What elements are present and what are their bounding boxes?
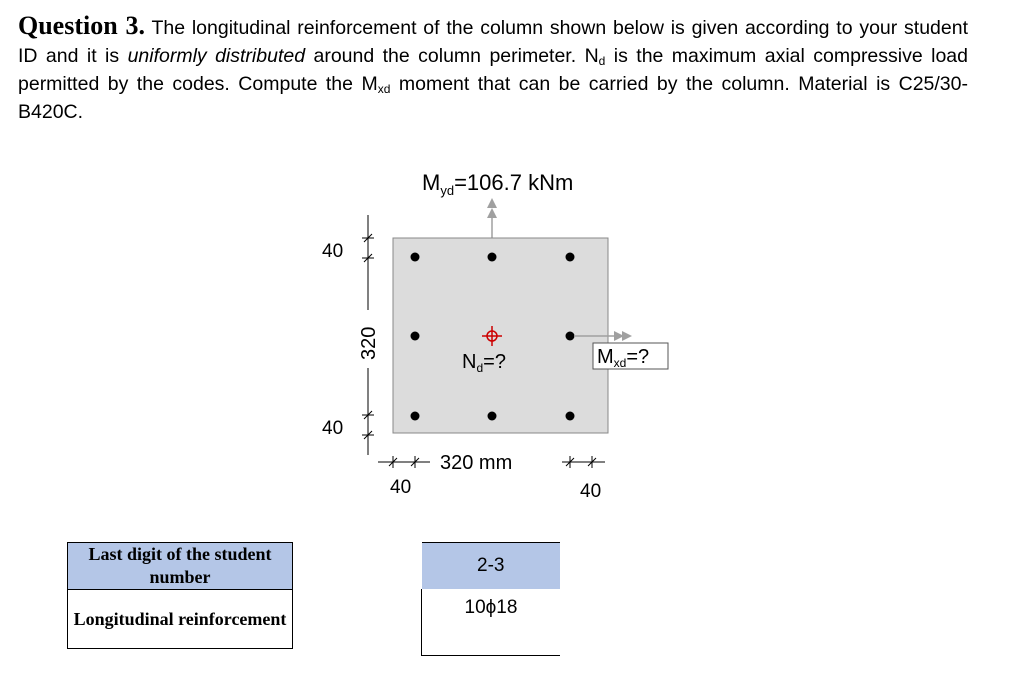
- rebar: [488, 253, 497, 262]
- question-text-part: The longitudinal reinforcement of the column shown below is given according to your student ID and it is: [18, 17, 969, 67]
- digit-cell: 2-3: [422, 543, 561, 590]
- question-text-part: is the maximum axial compressive load permitted by the codes. Compute the M: [18, 45, 968, 95]
- reinforcement-cell: 10ϕ18: [422, 589, 561, 656]
- rebar: [411, 412, 420, 421]
- subscript: d: [598, 54, 606, 68]
- cover-right-label: 40: [580, 481, 602, 500]
- myd-label: $M_{yd}=106.7$ kNm: [422, 170, 574, 198]
- column-section-figure: [300, 160, 700, 500]
- rebar: [488, 412, 497, 421]
- nd-label: $N_d=$?: [462, 351, 506, 375]
- rebar: [566, 412, 575, 421]
- question-text: [18, 12, 968, 126]
- cover-top-label: 40: [322, 241, 344, 262]
- dim-width-label: 320 mm: [440, 452, 513, 474]
- header-cell: Last digit of the student number: [68, 543, 293, 590]
- rebar: [566, 253, 575, 262]
- row-label-cell: Longitudinal reinforcement: [68, 590, 293, 649]
- student-id-table-values: [421, 542, 560, 656]
- question-label: Question 3.: [18, 11, 146, 40]
- cover-left-label: 40: [390, 477, 412, 498]
- dim-height-label: 320: [358, 326, 380, 360]
- emphasis-text: uniformly distributed: [127, 45, 306, 67]
- mxd-label: $M_{xd}=$?: [597, 346, 650, 370]
- cover-bottom-label: 40: [322, 418, 344, 439]
- subscript: xd: [377, 82, 391, 96]
- student-id-table-labels: [67, 542, 293, 649]
- question-text-part: around the column perimeter. N: [305, 45, 599, 67]
- rebar: [566, 332, 575, 341]
- rebar: [411, 332, 420, 341]
- question-text-part: moment that can be carried by the column. Material is C25/30-B420C.: [18, 73, 968, 123]
- rebar: [411, 253, 420, 262]
